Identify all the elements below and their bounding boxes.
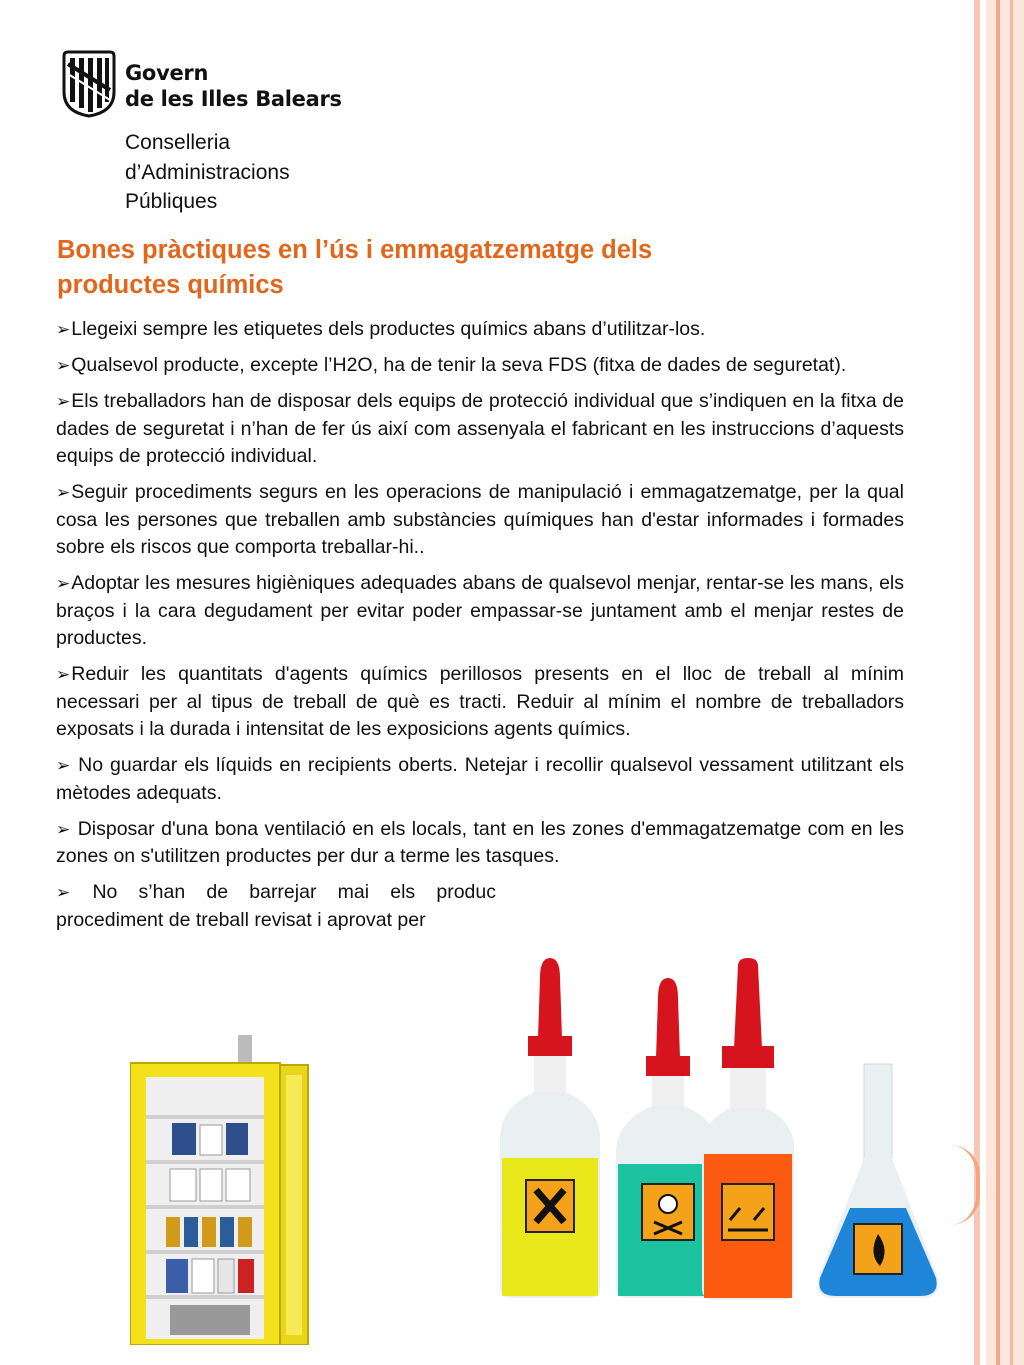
list-item <box>56 352 904 380</box>
arrow-bullet-icon: ➢ <box>56 356 71 375</box>
title-line-2: productes químics <box>57 271 284 299</box>
list-item <box>56 879 496 934</box>
list-item <box>56 661 904 744</box>
arrow-bullet-icon: ➢ <box>56 392 71 411</box>
arrow-bullet-icon: ➢ <box>56 883 71 902</box>
bullet-text: Reduir les quantitats d'agents químics perillosos presents en el lloc de treball al mínim necessari per al tipus de treball de què es tracti. Reduir al mínim el nombre de treballadors exposats i la durada i intensitat de les exposicions agents químics. <box>56 663 904 740</box>
bullet-text: Els treballadors han de disposar dels equips de protecció individual que s’indiquen en la fitxa de dades de seguretat i n’han de fer ús així com assenyala el fabricant en les instruccions d’aquests equips de protecció individual. <box>56 390 904 467</box>
list-item <box>56 388 904 471</box>
bullet-text: No s’han de barrejar mai els produc procediment de treball revisat i aprovat per <box>56 881 496 931</box>
bullet-text: Qualsevol producte, excepte l’H2O, ha de tenir la seva FDS (fitxa de dades de seguretat). <box>71 354 847 376</box>
conselleria-line-1: Conselleria <box>125 131 231 154</box>
list-item <box>56 816 904 871</box>
bullet-list <box>56 316 904 943</box>
list-item <box>56 752 904 807</box>
bullet-text: Disposar d'una bona ventilació en els locals, tant en les zones d'emmagatzematge com en les zones on s'utilitzen productes per dur a terme les tasques. <box>56 817 904 867</box>
bullet-text: Llegeixi sempre les etiquetes dels productes químics abans d’utilitzar-los. <box>71 318 706 340</box>
conselleria-name <box>125 128 290 217</box>
govern-line-1: Govern <box>125 61 209 85</box>
frame-stripe <box>1010 0 1013 1365</box>
arrow-bullet-icon: ➢ <box>56 665 71 684</box>
chemical-bottles-image <box>478 958 978 1308</box>
govern-wordmark <box>125 60 342 112</box>
govern-logo-icon <box>60 50 118 118</box>
bullet-text: Seguir procediments segurs en les operacions de manipulació i emmagatzematge, per la qual cosa les persones que treballen amb substàncies químiques han d'estar informades i formades sobre els riscos que comporta treballar-hi.. <box>56 481 904 558</box>
arrow-bullet-icon: ➢ <box>56 574 71 593</box>
page-title <box>57 233 817 303</box>
govern-line-2: de les Illes Balears <box>125 87 342 111</box>
list-item <box>56 479 904 562</box>
arrow-bullet-icon: ➢ <box>56 756 71 775</box>
arrow-bullet-icon: ➢ <box>56 819 71 839</box>
list-item <box>56 316 904 344</box>
frame-stripe <box>986 0 1024 1365</box>
list-item <box>56 570 904 653</box>
bullet-text: No guardar els líquids en recipients oberts. Netejar i recollir qualsevol vessament utilitzant els mètodes adequats. <box>56 754 904 804</box>
arrow-bullet-icon: ➢ <box>56 320 71 339</box>
frame-stripe <box>996 0 1000 1365</box>
conselleria-line-2: d’Administracions <box>125 160 290 184</box>
bullet-text: Adoptar les mesures higièniques adequades abans de qualsevol menjar, rentar-se les mans, els braços i la cara degudament per evitar poder empassar-se juntament amb el menjar restes de productes. <box>56 572 904 649</box>
arrow-bullet-icon: ➢ <box>56 483 71 502</box>
conselleria-line-3: Públiques <box>125 190 218 213</box>
safety-cabinet-image <box>130 1035 310 1345</box>
title-line-1: Bones pràctiques en l’ús i emmagatzematge dels <box>57 236 653 264</box>
